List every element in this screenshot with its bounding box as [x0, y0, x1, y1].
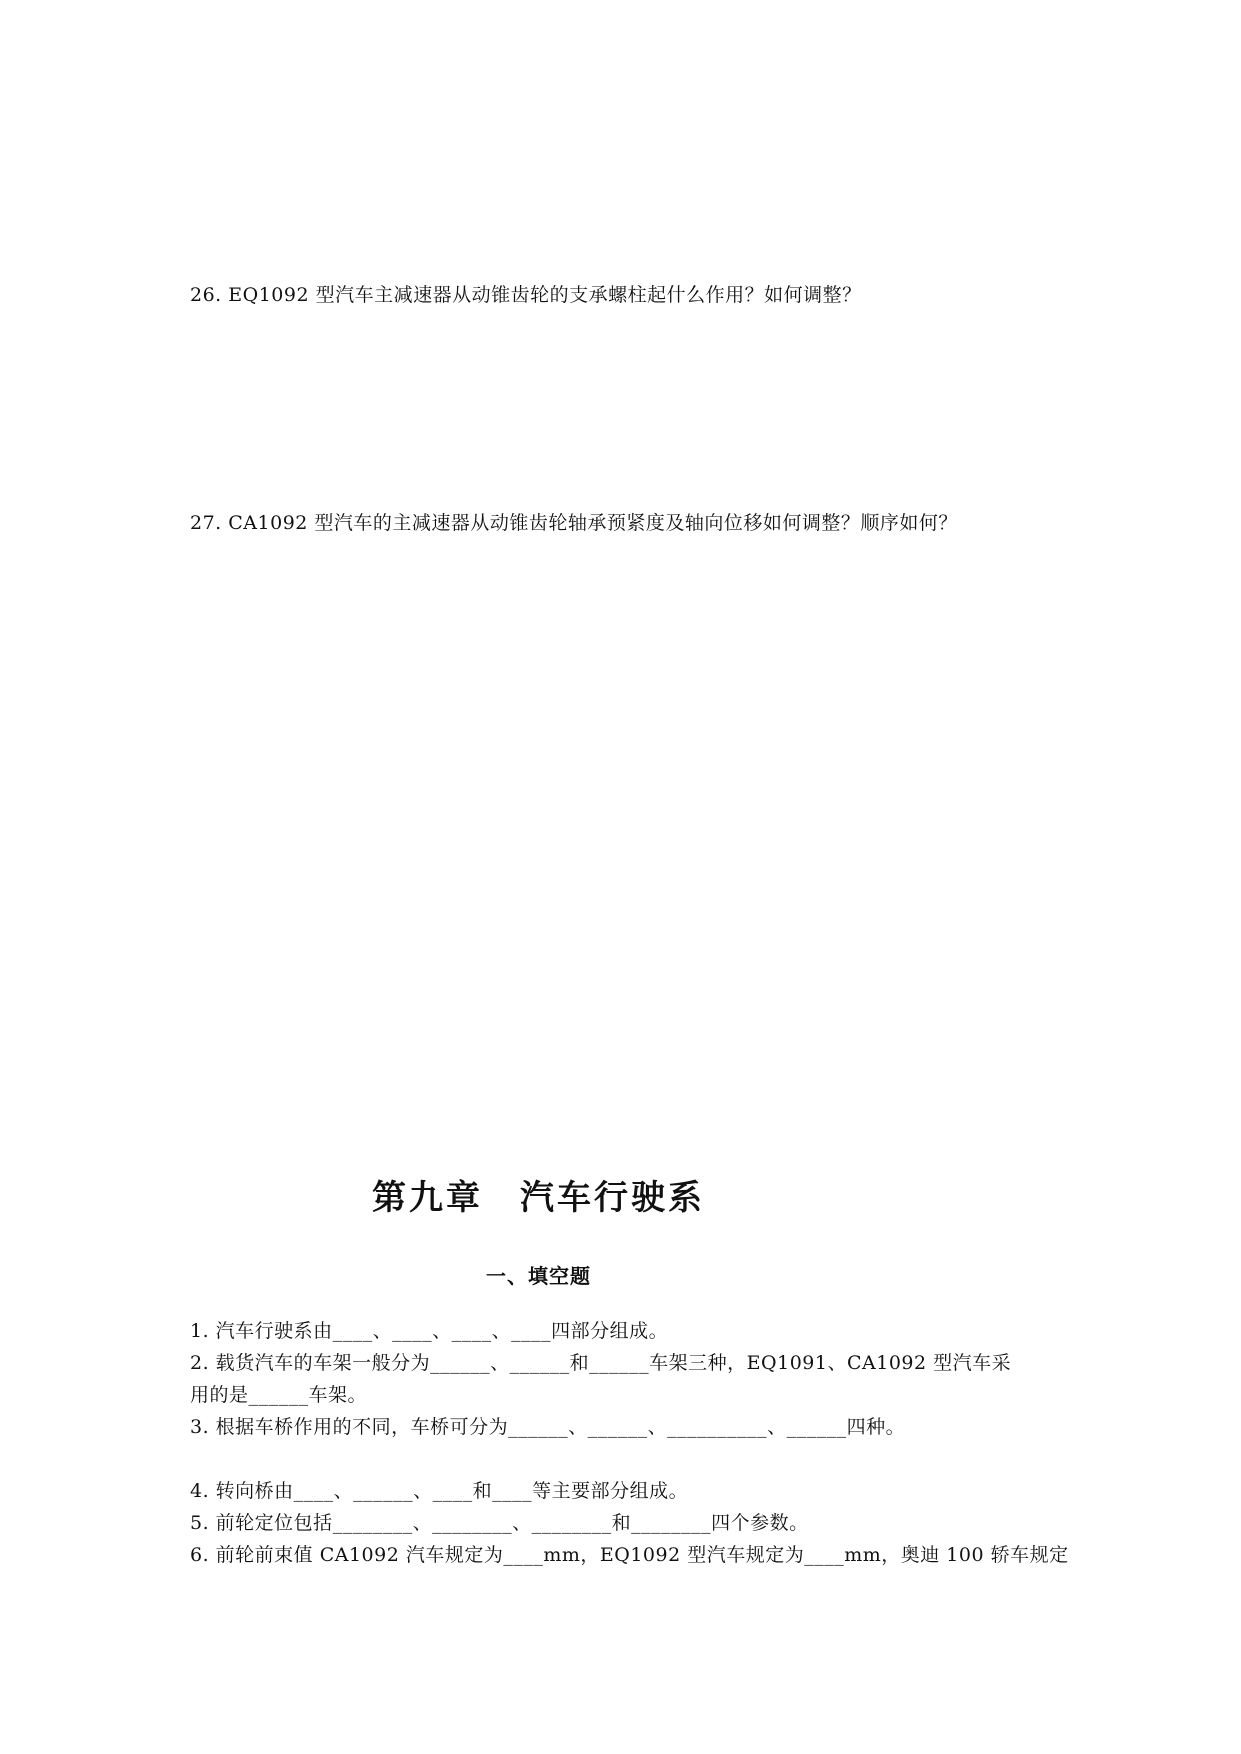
fill-in-item-2-cont: 用的是______车架。 — [190, 1384, 368, 1406]
fill-in-item-5: 5. 前轮定位包括________、________、________和________四个参数。 — [190, 1512, 809, 1534]
fill-in-item-4: 4. 转向桥由____、______、____和____等主要部分组成。 — [190, 1480, 689, 1502]
fill-in-item-2: 2. 载货汽车的车架一般分为______、______和______车架三种，EQ1091、CA1092 型汽车采 — [190, 1352, 1012, 1374]
chapter-title: 第九章 汽车行驶系 — [372, 1178, 705, 1218]
fill-in-item-1: 1. 汽车行驶系由____、____、____、____四部分组成。 — [190, 1320, 669, 1342]
question-26: 26. EQ1092 型汽车主减速器从动锥齿轮的支承螺柱起什么作用？如何调整？ — [190, 284, 862, 306]
section-title: 一、填空题 — [486, 1264, 591, 1288]
fill-in-item-3: 3. 根据车桥作用的不同，车桥可分为______、______、__________、______四种。 — [190, 1416, 906, 1438]
fill-in-item-6: 6. 前轮前束值 CA1092 汽车规定为____mm，EQ1092 型汽车规定为____mm，奥迪 100 轿车规定 — [190, 1544, 1069, 1566]
question-27: 27. CA1092 型汽车的主减速器从动锥齿轮轴承预紧度及轴向位移如何调整？顺序如何？ — [190, 512, 958, 534]
